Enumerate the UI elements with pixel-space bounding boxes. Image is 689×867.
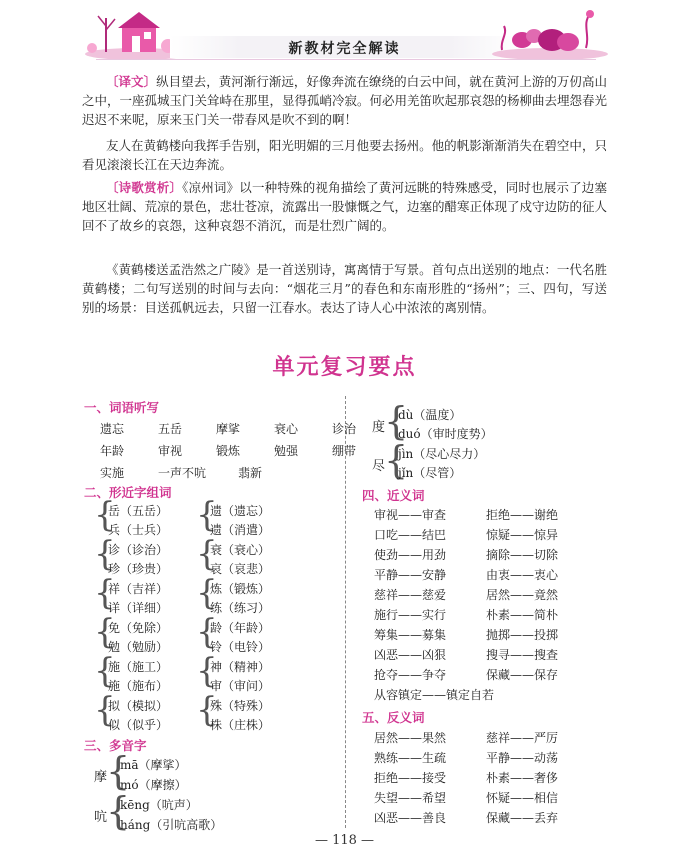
s5-heading: 五、反义词 — [362, 710, 425, 725]
polyphone-reading: duó（审时度势） — [398, 427, 493, 441]
s2-item: 珍（珍贵） — [108, 562, 169, 576]
brace-icon: { — [196, 690, 218, 730]
polyphone-char: 吭 — [94, 810, 108, 825]
brace-icon: { — [196, 612, 218, 652]
s2-item: 遗（消遣） — [210, 523, 271, 537]
s5-row: 失望——希望 怀疑——相信 — [374, 791, 559, 805]
s2-item: 审（审问） — [210, 679, 271, 693]
header-title: 新教材完全解读 — [288, 41, 401, 57]
s2-item: 似（似乎） — [108, 718, 169, 732]
s2-item: 神（精神） — [210, 660, 271, 674]
brace-icon: { — [106, 749, 131, 793]
s2-item: 兵（士兵） — [108, 523, 169, 537]
s2-item: 衰（衰心） — [210, 543, 271, 557]
section-title: 单元复习要点 — [272, 355, 417, 380]
translation-paragraph-2: 友人在黄鹤楼向我挥手告别，阳光明媚的三月他要去扬州。他的帆影渐渐消失在碧空中，只看见滚滚长江在天边奔流。 — [82, 138, 607, 172]
brace-icon: { — [94, 573, 116, 613]
s2-heading: 二、形近字组词 — [84, 485, 172, 500]
s4-row: 施行——实行 朴素——简朴 — [374, 608, 559, 622]
s3-heading: 三、多音字 — [84, 738, 147, 753]
s2-item: 祥（吉祥） — [108, 582, 169, 596]
page-header — [0, 0, 689, 62]
s4-row: 筹集——募集 抛掷——投掷 — [374, 628, 559, 642]
s2-item: 遗（遗忘） — [210, 504, 271, 518]
brace-icon: { — [94, 534, 116, 574]
s2-item: 岳（五岳） — [108, 504, 169, 518]
polyphone-reading: jǐn（尽管） — [398, 466, 462, 480]
polyphone-char: 摩 — [94, 770, 108, 785]
polyphone-reading: dù（温度） — [398, 408, 462, 422]
s2-item: 练（练习） — [210, 601, 271, 615]
s4-row: 凶恶——凶狠 搜寻——搜查 — [374, 648, 559, 662]
s5-row: 熟练——生疏 平静——动荡 — [374, 751, 559, 765]
brace-icon: { — [196, 534, 218, 574]
translation-tag: 〔译文〕 — [106, 74, 157, 89]
s2-item: 免（免除） — [108, 621, 169, 635]
polyphone-reading: jìn（尽心尽力） — [398, 447, 486, 461]
s4-row: 平静——安静 由衷——衷心 — [374, 568, 559, 582]
s2-item: 炼（锻炼） — [210, 582, 271, 596]
polyphone-reading: mó（摩擦） — [120, 778, 187, 792]
polyphone-reading: kēng（吭声） — [120, 798, 198, 812]
appreciation-tag: 〔诗歌赏析〕 — [106, 180, 183, 195]
s2-item: 施（施布） — [108, 679, 169, 693]
s2-item: 殊（特殊） — [210, 699, 271, 713]
s2-item: 详（详细） — [108, 601, 169, 615]
brace-icon: { — [196, 573, 218, 613]
s1-row: 遗忘 五岳 摩挲 衰心 诊治 — [100, 422, 357, 436]
appreciation-paragraph-1: 〔诗歌赏析〕《凉州词》以一种特殊的视角描绘了黄河远眺的特殊感受，同时也展示了边塞地区壮阔、荒凉的景色，悲壮苍凉，流露出一股慷慨之气，边塞的醋寒正体现了戍守边防的征人回不了故乡的哀怨，这种哀怨不消沉，而是壮烈广阔的。 — [82, 180, 608, 233]
brace-icon: { — [196, 495, 218, 535]
s1-row: 实施 一声不吭 翡新 — [100, 466, 263, 480]
s4-row: 从容镇定——镇定自若 — [374, 688, 495, 702]
s4-row: 口吃——结巴 惊疑——惊异 — [374, 528, 559, 542]
brace-icon: { — [94, 690, 116, 730]
polyphone-char: 尽 — [372, 459, 386, 474]
brace-icon: { — [196, 651, 218, 691]
brace-icon: { — [106, 789, 131, 833]
s2-item: 勉（勉励） — [108, 640, 169, 654]
s4-row: 使劲——用劲 摘除——切除 — [374, 548, 559, 562]
header-rule — [96, 59, 596, 60]
s1-heading: 一、词语听写 — [84, 400, 160, 415]
s2-item: 株（庄株） — [210, 718, 271, 732]
s1-row: 年龄 审视 锻炼 勉强 绷带 — [100, 444, 357, 458]
brace-icon: { — [384, 438, 409, 482]
polyphone-char: 度 — [372, 420, 386, 435]
s2-item: 哀（哀悲） — [210, 562, 271, 576]
s2-item: 铃（电铃） — [210, 640, 271, 654]
s5-row: 拒绝——接受 朴素——奢侈 — [374, 771, 559, 785]
s2-item: 拟（模拟） — [108, 699, 169, 713]
s4-row: 抢夺——争夺 保藏——保存 — [374, 668, 559, 682]
s2-item: 施（施工） — [108, 660, 169, 674]
s4-row: 慈祥——慈爱 居然——竟然 — [374, 588, 559, 602]
s5-row: 居然——果然 慈祥——严厉 — [374, 731, 559, 745]
s2-item: 龄（年龄） — [210, 621, 271, 635]
column-divider — [345, 396, 346, 828]
translation-paragraph-1: 〔译文〕纵目望去，黄河渐行渐远，好像奔流在缭绕的白云中间，就在黄河上游的万仞高山之中，一座孤城玉门关耸峙在那里，显得孤峭冷寂。何必用羌笛吹起那哀怨的杨柳曲去埋怨春光迟迟不来呢，原来玉门关一带春风是吹不到的啊！ — [82, 74, 608, 127]
s2-item: 诊（诊治） — [108, 543, 169, 557]
brace-icon: { — [94, 612, 116, 652]
polyphone-reading: háng（引吭高歌） — [120, 818, 223, 832]
s5-row: 凶恶——善良 保藏——丢弃 — [374, 811, 559, 825]
brace-icon: { — [384, 399, 409, 443]
brace-icon: { — [94, 495, 116, 535]
page-number: — 118 — — [314, 833, 375, 848]
flowers-decoration-icon — [490, 6, 610, 60]
brace-icon: { — [94, 651, 116, 691]
appreciation-paragraph-2: 《黄鹤楼送孟浩然之广陵》是一首送别诗，寓离情于写景。首句点出送别的地点：一代名胜黄鹤楼；二句写送别的时间与去向：“烟花三月”的春色和东南形胜的“扬州”；三、四句，写送别的场景：目送孤帆远去，只留一江春水。表达了诗人心中浓浓的离别情。 — [82, 262, 607, 315]
s4-row: 审视——审查 拒绝——谢绝 — [374, 508, 559, 522]
s4-heading: 四、近义词 — [362, 488, 425, 503]
polyphone-reading: mā（摩挲） — [120, 758, 187, 772]
